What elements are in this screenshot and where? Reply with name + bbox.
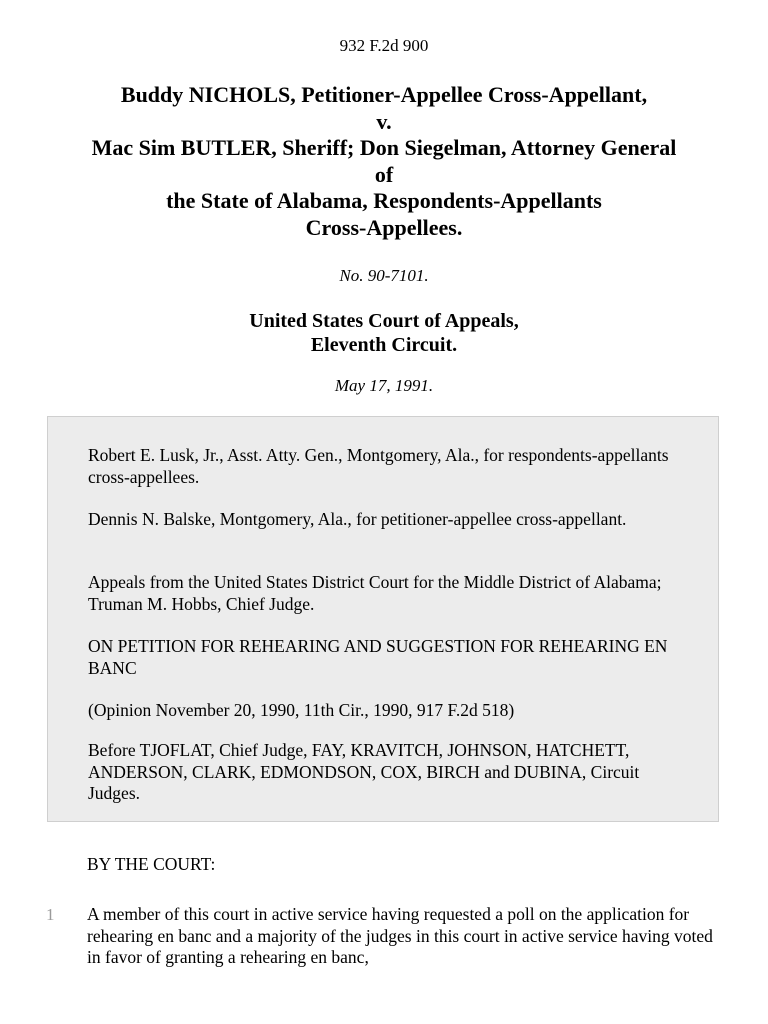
paragraph-text: A member of this court in active service having requested a poll on the application for rehearing en banc and a majority of the judges in this court in active service having voted in favor of granting a rehearing en banc, xyxy=(87,904,713,967)
decision-date: May 17, 1991. xyxy=(334,376,434,395)
counsel-respondents: Robert E. Lusk, Jr., Asst. Atty. Gen., Montgomery, Ala., for respondents-appellants cross-appellees. xyxy=(88,445,669,487)
title-line: Mac Sim BUTLER, Sheriff; Don Siegelman, Attorney General xyxy=(91,135,677,160)
title-line: of xyxy=(374,161,394,187)
citation: 932 F.2d 900 xyxy=(339,36,429,55)
petition-heading: ON PETITION FOR REHEARING AND SUGGESTION FOR REHEARING EN BANC xyxy=(88,636,668,678)
prior-opinion: (Opinion November 20, 1990, 11th Cir., 1990, 917 F.2d 518) xyxy=(88,700,515,720)
appeal-origin: Appeals from the United States District Court for the Middle District of Alabama; Truman M. Hobbs, Chief Judge. xyxy=(88,572,662,614)
title-line: v. xyxy=(376,108,392,134)
docket-number: No. 90-7101. xyxy=(339,266,429,285)
counsel-petitioner: Dennis N. Balske, Montgomery, Ala., for petitioner-appellee cross-appellant. xyxy=(88,509,627,529)
by-the-court: BY THE COURT: xyxy=(87,854,216,874)
syllabus-box xyxy=(47,416,719,822)
title-line: Cross-Appellees. xyxy=(305,214,463,240)
panel-judges: Before TJOFLAT, Chief Judge, FAY, KRAVITCH, JOHNSON, HATCHETT, ANDERSON, CLARK, EDMONDSON, COX, BIRCH and DUBINA, Circuit Judges. xyxy=(88,740,640,803)
title-line: Buddy NICHOLS, Petitioner-Appellee Cross-Appellant, xyxy=(120,82,648,107)
court-line: Eleventh Circuit. xyxy=(310,334,458,356)
court-name xyxy=(0,309,768,357)
paragraph-number: 1 xyxy=(46,905,55,924)
court-line: United States Court of Appeals, xyxy=(249,310,519,332)
case-title xyxy=(24,82,744,241)
title-line: the State of Alabama, Respondents-Appellants xyxy=(166,188,602,213)
